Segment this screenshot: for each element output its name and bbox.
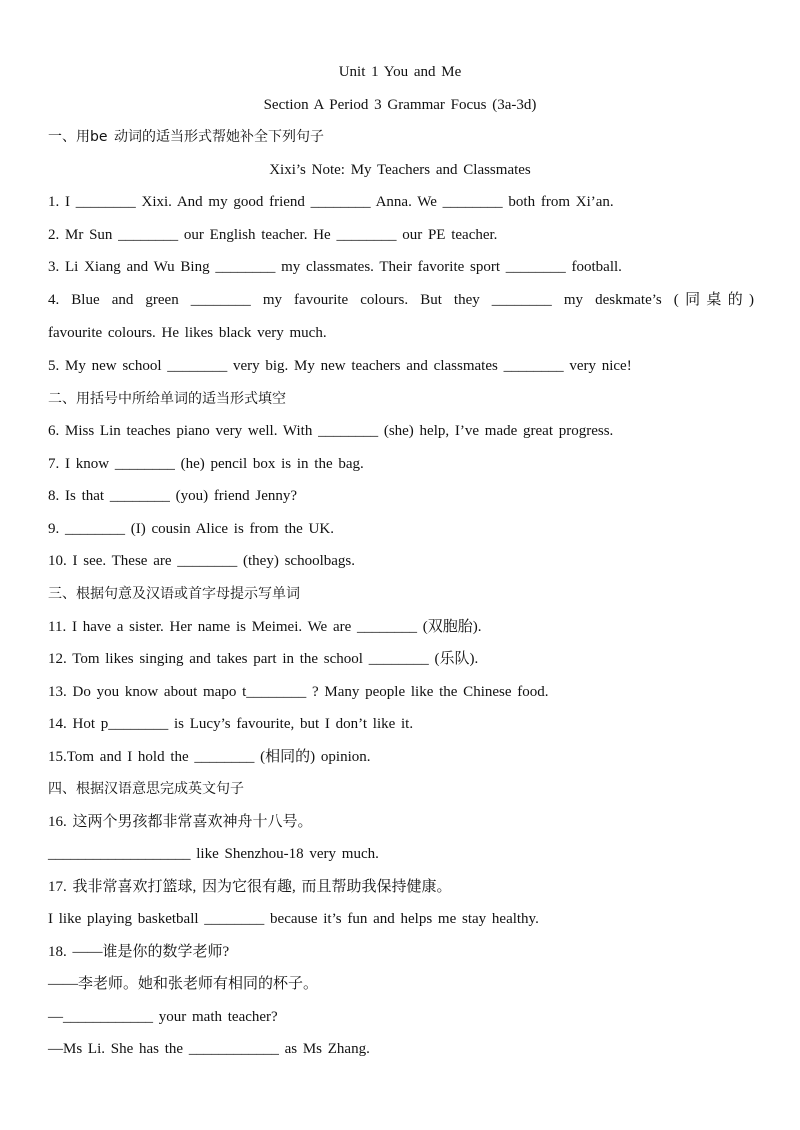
question-7: 7. I know ________ (he) pencil box is in the bag. [48,456,364,472]
question-18-answer-1: —____________ your math teacher? [48,1009,278,1025]
question-17-prompt: 17. 我非常喜欢打篮球, 因为它很有趣, 而且帮助我保持健康。 [48,879,452,895]
question-5: 5. My new school ________ very big. My new teachers and classmates ________ very nice! [48,358,632,374]
question-16-prompt: 16. 这两个男孩都非常喜欢神舟十八号。 [48,814,313,830]
section-title: Section A Period 3 Grammar Focus (3a-3d) [263,97,537,113]
question-18-prompt-2: ——李老师。她和张老师有相同的杯子。 [48,976,319,992]
question-18-answer-2: —Ms Li. She has the ____________ as Ms Zhang. [48,1041,370,1057]
question-15: 15.Tom and I hold the ________ (相同的) opinion. [48,749,371,765]
question-13: 13. Do you know about mapo t________ ? Many people like the Chinese food. [48,684,549,700]
question-10: 10. I see. These are ________ (they) schoolbags. [48,553,355,569]
question-2: 2. Mr Sun ________ our English teacher. He ________ our PE teacher. [48,227,498,243]
question-1: 1. I ________ Xixi. And my good friend ________ Anna. We ________ both from Xi’an. [48,194,614,210]
question-16-answer: ___________________ like Shenzhou-18 very much. [48,846,379,862]
part3-heading: 三、根据句意及汉语或首字母提示写单词 [48,586,300,602]
question-6: 6. Miss Lin teaches piano very well. With ________ (she) help, I’ve made great progress. [48,423,614,439]
question-3: 3. Li Xiang and Wu Bing ________ my classmates. Their favorite sport ________ football. [48,259,622,275]
part1-heading: 一、用be 动词的适当形式帮她补全下列句子 [48,129,324,145]
question-17-answer: I like playing basketball ________ because it’s fun and helps me stay healthy. [48,911,539,927]
note-title: Xixi’s Note: My Teachers and Classmates [269,162,531,178]
question-18-prompt: 18. ——谁是你的数学老师? [48,944,230,960]
question-14: 14. Hot p________ is Lucy’s favourite, but I don’t like it. [48,716,414,732]
part2-heading: 二、用括号中所给单词的适当形式填空 [48,391,286,407]
question-11: 11. I have a sister. Her name is Meimei. We are ________ (双胞胎). [48,619,482,635]
unit-title: Unit 1 You and Me [338,64,462,80]
question-12: 12. Tom likes singing and takes part in the school ________ (乐队). [48,651,479,667]
question-4: 4. Blue and green ________ my favourite colours. But they ________ my deskmate’s (同桌的) [48,292,754,308]
question-4-cont: favourite colours. He likes black very much. [48,325,327,341]
question-9: 9. ________ (I) cousin Alice is from the UK. [48,521,334,537]
question-8: 8. Is that ________ (you) friend Jenny? [48,488,298,504]
part4-heading: 四、根据汉语意思完成英文句子 [48,781,244,797]
